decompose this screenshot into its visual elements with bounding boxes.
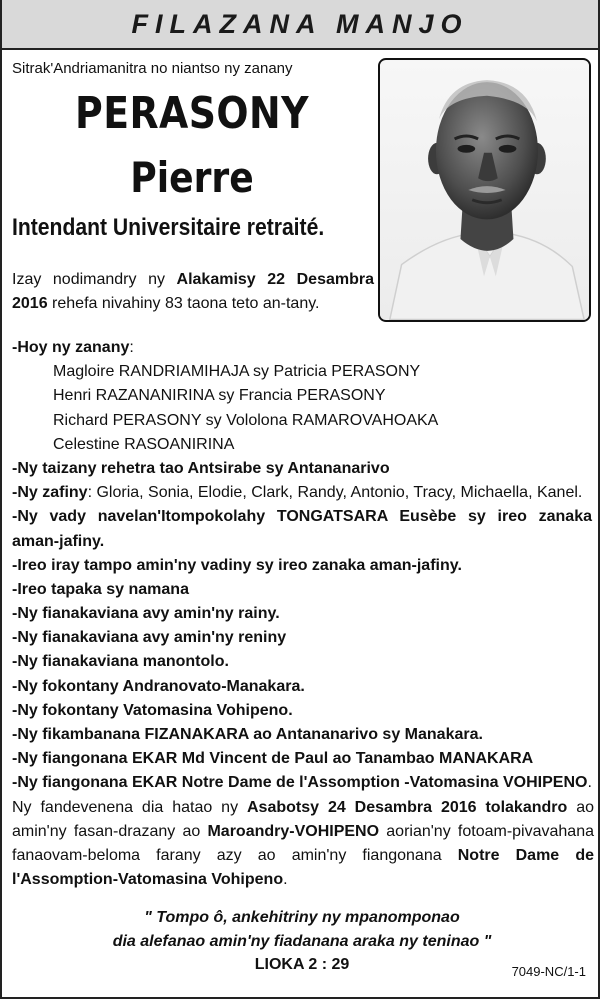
deceased-surname: PERASONY	[75, 88, 309, 139]
family-list	[12, 336, 592, 796]
mourner-line: -Ny fianakaviana avy amin'ny rainy.	[12, 605, 280, 623]
burial-place: Maroandry-VOHIPENO	[207, 823, 380, 840]
child-name: Henri RAZANANIRINA sy Francia PERASONY	[53, 387, 386, 405]
notice-code: 7049-NC/1-1	[511, 964, 586, 979]
portrait-photo	[378, 58, 591, 322]
death-announcement	[12, 268, 374, 316]
spouse-line: -Ny vady navelan'Itompokolahy TONGATSARA Eusèbe sy ireo zanaka aman-jafiny.	[12, 508, 592, 550]
taizany-line: -Ny taizany rehetra tao Antsirabe sy Antananarivo	[12, 459, 390, 477]
funeral-date: Asabotsy 24 Desambra 2016 tolakandro	[247, 799, 568, 816]
grandchildren-label: -Ny zafiny	[12, 484, 88, 502]
deceased-firstname: Pierre	[130, 153, 254, 202]
intro-text-1: Izay nodimandry ny	[12, 271, 177, 288]
funeral-text-3: aorian'ny fotoam-pivavahana fanaovam-beloma farany azy ao amin'ny fiangonana	[12, 823, 595, 864]
deceased-title: Intendant Universitaire retraité.	[12, 214, 325, 241]
funeral-text-2: ao amin'ny fasan-drazany ao	[12, 799, 595, 840]
mourner-line: -Ny fianakaviana manontolo.	[12, 653, 229, 671]
church-vohipeno: -Ny fiangonana EKAR Notre Dame de l'Assomption -Vatomasina VOHIPENO	[12, 774, 588, 792]
grandchildren-line	[12, 481, 592, 505]
child-name: Magloire RANDRIAMIHAJA sy Patricia PERASONY	[53, 363, 421, 381]
mourner-line: -Ny fokontany Andranovato-Manakara.	[12, 677, 305, 695]
children-heading	[12, 336, 592, 360]
mourner-line: -Ireo iray tampo amin'ny vadiny sy ireo zanaka aman-jafiny.	[12, 556, 462, 574]
period: .	[587, 774, 592, 792]
grandchildren-names: : Gloria, Sonia, Elodie, Clark, Randy, Antonio, Tracy, Michaella, Kanel.	[87, 484, 583, 502]
verse-reference: LIOKA 2 : 29	[254, 956, 350, 973]
death-date: Alakamisy 22 Desambra 2016	[12, 271, 374, 312]
child-name: Celestine RASOANIRINA	[53, 435, 235, 453]
children-colon: :	[129, 339, 134, 356]
mourner-line: -Ny fiangonana EKAR Md Vincent de Paul ao Tanambao MANAKARA	[12, 750, 534, 768]
verse-line-1: " Tompo ô, ankehitriny ny mpanomponao	[144, 909, 460, 926]
children-label: -Hoy ny zanany	[12, 339, 130, 356]
funeral-details	[12, 796, 594, 892]
blessing-text: Sitrak'Andriamanitra no niantso ny zanany	[12, 60, 293, 77]
header-section	[2, 50, 598, 320]
intro-text-2: rehefa nivahiny 83 taona teto an-tany.	[47, 295, 320, 312]
portrait-image	[380, 60, 589, 320]
mourner-line: -Ny fokontany Vatomasina Vohipeno.	[12, 701, 293, 719]
mourner-line: -Ny fianakaviana avy amin'ny reniny	[12, 629, 287, 647]
funeral-text-4: .	[283, 871, 288, 888]
mourner-line: -Ireo tapaka sy namana	[12, 580, 189, 598]
bible-verse	[2, 906, 600, 954]
verse-line-2: dia alefanao amin'ny fiadanana araka ny teninao "	[112, 933, 492, 950]
banner-title: FILAZANA MANJO	[2, 0, 598, 50]
mourner-line-last	[12, 771, 592, 795]
child-name: Richard PERASONY sy Vololona RAMAROVAHOAKA	[53, 411, 439, 429]
funeral-text-1: Ny fandevenena dia hatao ny	[12, 799, 247, 816]
mourner-line: -Ny fikambanana FIZANAKARA ao Antananarivo sy Manakara.	[12, 726, 483, 744]
funeral-church: Notre Dame de l'Assomption-Vatomasina Vohipeno	[12, 847, 594, 888]
